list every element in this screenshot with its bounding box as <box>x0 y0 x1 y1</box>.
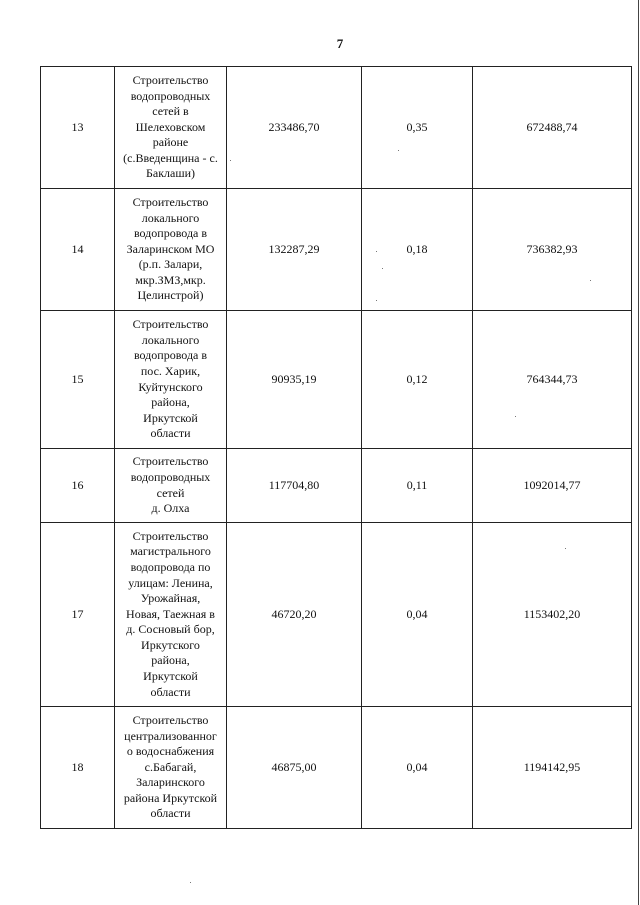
name-line: Строительство <box>132 454 209 469</box>
name-line: Строительство <box>132 528 209 543</box>
name-line: Иркутской <box>143 669 198 684</box>
cost-value: 117704,80 <box>227 449 362 523</box>
row-number: 17 <box>41 523 115 707</box>
scan-edge-line <box>638 0 639 905</box>
name-line: районе <box>152 135 189 150</box>
name-line: Куйтунского <box>138 379 203 394</box>
scan-speck <box>590 280 591 281</box>
name-line: области <box>150 684 191 699</box>
name-line: водопровода по <box>130 559 211 574</box>
cumulative-value: 672488,74 <box>473 67 632 189</box>
cost-value: 46720,20 <box>227 523 362 707</box>
name-line: Строительство <box>132 712 209 727</box>
name-line: водопроводных <box>130 88 211 103</box>
name-line: района, <box>151 395 190 410</box>
cumulative-value: 736382,93 <box>473 189 632 311</box>
name-line: Баклаши) <box>145 166 196 181</box>
name-line: Строительство <box>132 317 209 332</box>
name-line: сетей в <box>152 104 189 119</box>
name-line: области <box>150 426 191 441</box>
scan-speck <box>565 548 566 549</box>
ratio-value: 0,11 <box>362 449 473 523</box>
name-line: о водоснабжения <box>126 744 215 759</box>
name-line: (р.п. Залари, <box>138 257 203 272</box>
ratio-value: 0,35 <box>362 67 473 189</box>
project-name <box>115 189 227 311</box>
row-number: 18 <box>41 707 115 829</box>
scan-speck <box>376 300 377 301</box>
name-line: (с.Введенщина - с. <box>123 150 218 165</box>
row-number: 16 <box>41 449 115 523</box>
cumulative-value: 1092014,77 <box>473 449 632 523</box>
scan-speck <box>190 882 191 883</box>
name-line: сетей <box>156 485 185 500</box>
name-line: Строительство <box>132 194 209 209</box>
name-line: района, <box>151 653 190 668</box>
name-line: Новая, Таежная в <box>126 606 215 621</box>
cumulative-value: 1194142,95 <box>473 707 632 829</box>
ratio-value: 0,18 <box>362 189 473 311</box>
name-line: Заларинского <box>136 775 205 790</box>
name-line: магистрального <box>130 544 211 559</box>
name-line: района Иркутской <box>123 790 218 805</box>
cost-value: 46875,00 <box>227 707 362 829</box>
name-line: улицам: Ленина, <box>128 575 213 590</box>
row-number: 13 <box>41 67 115 189</box>
cost-value: 233486,70 <box>227 67 362 189</box>
name-line: пос. Харик, <box>140 363 201 378</box>
name-line: Иркутского <box>141 637 200 652</box>
row-number: 15 <box>41 311 115 449</box>
cost-value: 90935,19 <box>227 311 362 449</box>
name-line: Целинстрой) <box>137 288 204 303</box>
scan-speck <box>515 416 516 417</box>
name-line: водопровода в <box>133 226 208 241</box>
name-line: локального <box>141 210 200 225</box>
scan-speck <box>376 251 377 252</box>
row-number: 14 <box>41 189 115 311</box>
name-line: Шелеховском <box>135 119 206 134</box>
cost-value: 132287,29 <box>227 189 362 311</box>
scan-speck <box>382 268 383 269</box>
name-line: д. Олха <box>151 501 190 516</box>
scan-speck <box>398 150 399 151</box>
cumulative-value: 1153402,20 <box>473 523 632 707</box>
project-name <box>115 67 227 189</box>
ratio-value: 0,04 <box>362 523 473 707</box>
table-row <box>41 523 632 707</box>
table-row <box>41 189 632 311</box>
name-line: водопровода в <box>133 348 208 363</box>
project-name <box>115 523 227 707</box>
name-line: Строительство <box>132 72 209 87</box>
name-line: локального <box>141 332 200 347</box>
name-line: мкр.ЗМЗ,мкр. <box>135 272 206 287</box>
name-line: с.Бабагай, <box>144 759 197 774</box>
project-name <box>115 707 227 829</box>
name-line: Заларинском МО <box>126 241 215 256</box>
data-table <box>40 66 632 829</box>
name-line: водопроводных <box>130 469 211 484</box>
ratio-value: 0,12 <box>362 311 473 449</box>
project-name <box>115 311 227 449</box>
name-line: Урожайная, <box>140 591 201 606</box>
name-line: централизованног <box>124 728 217 743</box>
cumulative-value: 764344,73 <box>473 311 632 449</box>
table-row <box>41 449 632 523</box>
name-line: Иркутской <box>143 410 198 425</box>
project-name <box>115 449 227 523</box>
name-line: д. Сосновый бор, <box>126 622 215 637</box>
name-line: области <box>150 806 191 821</box>
ratio-value: 0,04 <box>362 707 473 829</box>
table-row <box>41 707 632 829</box>
page-number: 7 <box>336 36 344 51</box>
scan-speck <box>230 160 231 161</box>
table-row <box>41 67 632 189</box>
table-row <box>41 311 632 449</box>
